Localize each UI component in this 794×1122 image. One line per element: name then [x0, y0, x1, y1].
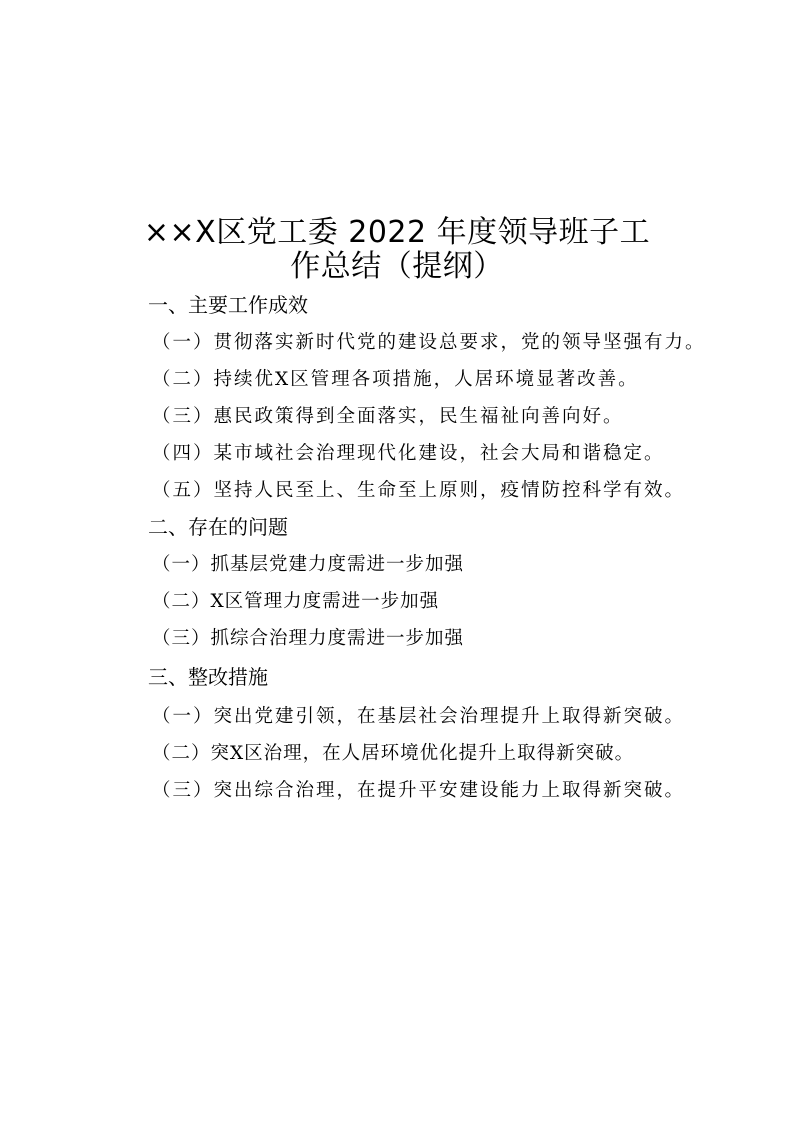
list-item: （四）某市域社会治理现代化建设，社会大局和谐稳定。: [152, 443, 665, 464]
list-item: （一）抓基层党建力度需进一步加强: [152, 554, 465, 575]
list-item: （二）突X区治理，在人居环境优化提升上取得新突破。: [152, 743, 635, 764]
list-item: （二）X区管理力度需进一步加强: [152, 591, 440, 612]
list-item: （二）持续优X区管理各项措施，人居环境显著改善。: [152, 369, 639, 390]
document-title-line-1: ××X区党工委 2022 年度领导班子工: [143, 215, 651, 250]
document-title-line-2: 作总结（提纲）: [290, 249, 504, 284]
list-item: （五）坚持人民至上、生命至上原则，疫情防控科学有效。: [152, 480, 686, 501]
section-heading-rectification: 三、整改措施: [148, 665, 268, 689]
list-item: （一）贯彻落实新时代党的建设总要求，党的领导坚强有力。: [152, 332, 706, 353]
list-item: （一）突出党建引领，在基层社会治理提升上取得新突破。: [152, 706, 686, 727]
list-item: （三）突出综合治理，在提升平安建设能力上取得新突破。: [152, 780, 686, 801]
section-heading-achievements: 一、主要工作成效: [148, 293, 308, 317]
list-item: （三）惠民政策得到全面落实，民生福祉向善向好。: [152, 406, 624, 427]
section-heading-problems: 二、存在的问题: [148, 515, 288, 539]
list-item: （三）抓综合治理力度需进一步加强: [152, 628, 465, 649]
